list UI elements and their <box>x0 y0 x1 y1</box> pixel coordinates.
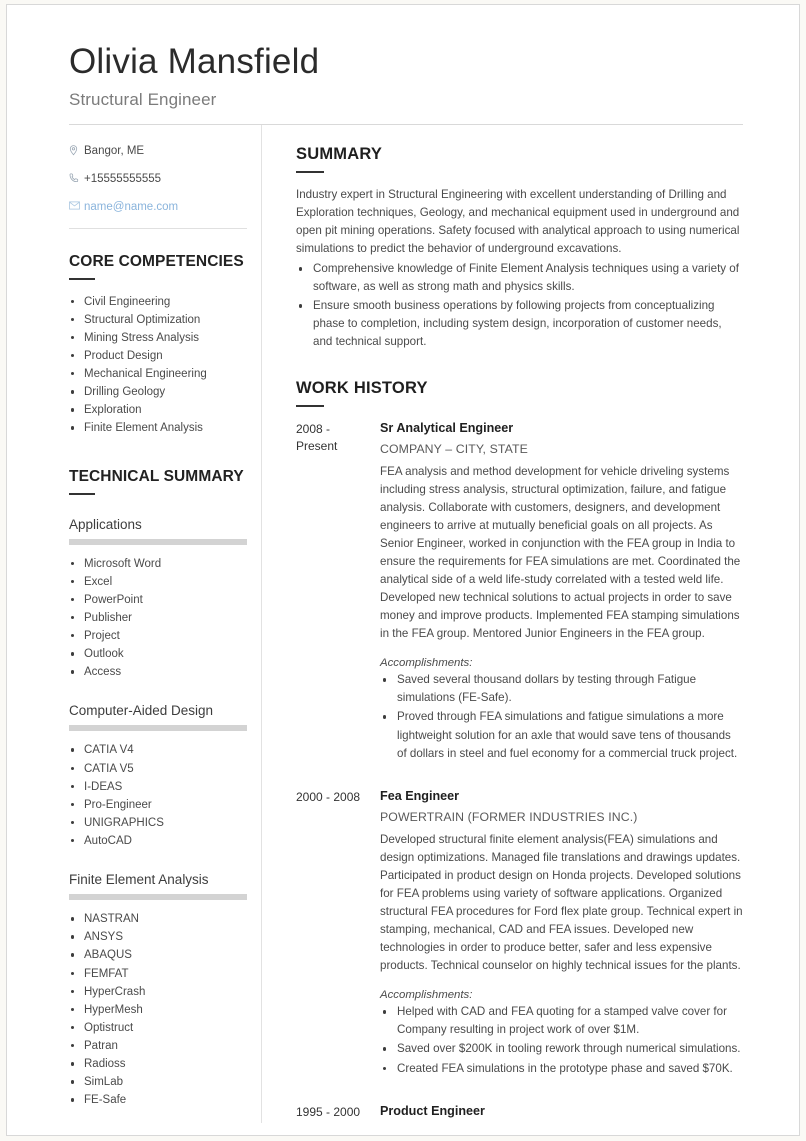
job-role: Fea Engineer <box>380 788 460 803</box>
job-description: FEA analysis and method development for vehicle driveling systems including stress analysis, structural optimization, failure, and fatigue analysis. Collaborate with customers, designers, and development engineers to arrive at mutually beneficial goals on all projects. As Senior Engineer, worked in conjunction with the FEA group in India to ensure the requirements for FEA simulations are met. Coordinated the analytical side of a weld life-study correlated with a tested weld life. Developed new technical solutions to actual projects in order to save money and improve products. Implemented FEA stamping simulations in the FEA group. Mentored Junior Engineers in the FEA group. <box>380 464 741 641</box>
job-company: POWERTRAIN (FORMER INDUSTRIES INC.) <box>380 809 638 824</box>
technical-summary-heading <box>69 468 247 495</box>
list-item: CATIA V4 <box>69 742 247 759</box>
list-item: Ensure smooth business operations by following projects from conceptualizing phase to completion, including system design, incorporation of customer needs, and technical support. <box>296 297 743 351</box>
contact-phone <box>69 173 247 188</box>
list-item: CATIA V5 <box>69 761 247 778</box>
heading-underline <box>69 278 95 280</box>
list-item: NASTRAN <box>69 911 247 928</box>
list-item: Publisher <box>69 610 247 627</box>
list-item: Saved over $200K in tooling rework through numerical simulations. <box>380 1040 743 1058</box>
list-item: Patran <box>69 1038 247 1055</box>
list-item: Outlook <box>69 646 247 663</box>
job-dates: 1995 - 2000 <box>296 1104 361 1119</box>
list-item: Helped with CAD and FEA quoting for a stamped valve cover for Company resulting in project work of over $1M. <box>380 1003 743 1039</box>
list-item: Optistruct <box>69 1020 247 1037</box>
core-competencies-list <box>69 294 247 438</box>
fea-list <box>69 911 247 1109</box>
summary-paragraph: Industry expert in Structural Engineering with excellent understanding of Drilling and Exploration techniques, Geology, and mechanical equipment used in underground and open pit mining operations. Safety focused with analytical approach to using numerical simulations to predict the behavior of underground excavations. <box>296 187 740 256</box>
job-role: Product Engineer <box>380 1103 485 1118</box>
technical-group-applications <box>69 517 247 682</box>
resume-header <box>69 43 743 125</box>
heading-underline <box>296 171 324 173</box>
technical-summary-section <box>69 468 247 1110</box>
work-history-heading-text: WORK HISTORY <box>296 378 428 397</box>
core-competencies-section <box>69 253 247 438</box>
left-column <box>69 125 261 1123</box>
list-item: HyperMesh <box>69 1002 247 1019</box>
group-bar <box>69 539 247 545</box>
core-competencies-heading-text: CORE COMPETENCIES <box>69 252 244 270</box>
list-item: Microsoft Word <box>69 556 247 573</box>
list-item: I-DEAS <box>69 779 247 796</box>
heading-underline <box>296 405 324 407</box>
list-item: SimLab <box>69 1074 247 1091</box>
contact-block <box>69 145 247 229</box>
list-item: Comprehensive knowledge of Finite Element Analysis techniques using a variety of software, as well as strong math and physics skills. <box>296 260 743 296</box>
contact-location <box>69 145 247 161</box>
applications-list <box>69 556 247 682</box>
heading-underline <box>69 493 95 495</box>
section-spacer <box>296 353 743 379</box>
job-role: Sr Analytical Engineer <box>380 420 514 435</box>
list-item: PowerPoint <box>69 592 247 609</box>
contact-phone-text: +15555555555 <box>84 173 162 186</box>
list-item: Drilling Geology <box>69 384 247 401</box>
list-item: Mining Stress Analysis <box>69 330 247 347</box>
work-history-entry <box>296 420 743 764</box>
work-history-entry <box>296 1103 743 1121</box>
summary-heading <box>296 145 743 173</box>
right-column <box>261 125 743 1123</box>
job-accomplishments <box>380 1003 743 1077</box>
technical-group-cad <box>69 703 247 850</box>
summary-section <box>296 145 743 352</box>
work-history-section <box>296 379 743 1121</box>
envelope-icon <box>69 201 84 215</box>
list-item: Saved several thousand dollars by testing through Fatigue simulations (FE-Safe). <box>380 671 743 707</box>
list-item: Finite Element Analysis <box>69 420 247 437</box>
candidate-job-title: Structural Engineer <box>69 89 217 109</box>
map-pin-icon <box>69 145 84 161</box>
accomplishments-label: Accomplishments: <box>380 657 473 670</box>
contact-email[interactable] <box>69 201 247 215</box>
technical-group-fea <box>69 872 247 1109</box>
list-item: Product Design <box>69 348 247 365</box>
list-item: HyperCrash <box>69 984 247 1001</box>
entry-spacer <box>296 1081 743 1103</box>
job-description: Developed structural finite element analysis(FEA) simulations and design optimizations. Managed file translations and drawings updates. Participated in product design on Honda projects. Developed solutions for FEA problems using variety of software applications. Organized structural FEA procedures for Ford flex plate group. Technical expert in stamping, mechanical, CAD and FEA issues. Developed new technologies in order to produce better, safer and less expensive products. Technical counselor on highly technical issues for the plants. <box>380 832 743 973</box>
list-item: Structural Optimization <box>69 312 247 329</box>
technical-group-label: Finite Element Analysis <box>69 872 209 888</box>
list-item: Proved through FEA simulations and fatigue simulations a more lightweight solution for an axle that would save tens of thousands of dollars in steel and fuel economy for a commercial truck project. <box>380 708 743 762</box>
group-bar <box>69 725 247 731</box>
technical-summary-heading-text: TECHNICAL SUMMARY <box>69 467 244 485</box>
list-item: FE-Safe <box>69 1092 247 1109</box>
technical-group-label: Applications <box>69 516 142 532</box>
summary-bullets <box>296 260 743 351</box>
list-item: AutoCAD <box>69 833 247 850</box>
list-item: Radioss <box>69 1056 247 1073</box>
work-history-entry <box>296 788 743 1079</box>
phone-icon <box>69 173 84 188</box>
contact-divider <box>69 228 247 229</box>
list-item: Access <box>69 664 247 681</box>
list-item: Pro-Engineer <box>69 797 247 814</box>
contact-email-text: name@name.com <box>84 200 179 213</box>
list-item: Project <box>69 628 247 645</box>
list-item: Exploration <box>69 402 247 419</box>
list-item: Civil Engineering <box>69 294 247 311</box>
list-item: Mechanical Engineering <box>69 366 247 383</box>
technical-group-label: Computer-Aided Design <box>69 703 214 719</box>
job-accomplishments <box>380 671 743 762</box>
accomplishments-label: Accomplishments: <box>380 989 473 1002</box>
work-history-heading <box>296 379 743 407</box>
list-item: UNIGRAPHICS <box>69 815 247 832</box>
list-item: FEMFAT <box>69 966 247 983</box>
job-dates: 2008 - Present <box>296 421 338 453</box>
summary-heading-text: SUMMARY <box>296 144 383 163</box>
group-bar <box>69 894 247 900</box>
list-item: ANSYS <box>69 929 247 946</box>
list-item: Created FEA simulations in the prototype phase and saved $70K. <box>380 1060 743 1078</box>
entry-spacer <box>296 766 743 788</box>
candidate-name: Olivia Mansfield <box>69 42 320 81</box>
job-dates: 2000 - 2008 <box>296 789 361 804</box>
list-item: ABAQUS <box>69 947 247 964</box>
contact-location-text: Bangor, ME <box>84 144 145 157</box>
resume-page <box>6 4 800 1136</box>
list-item: Excel <box>69 574 247 591</box>
cad-list <box>69 742 247 850</box>
core-competencies-heading <box>69 253 247 280</box>
job-company: COMPANY – CITY, STATE <box>380 441 528 456</box>
